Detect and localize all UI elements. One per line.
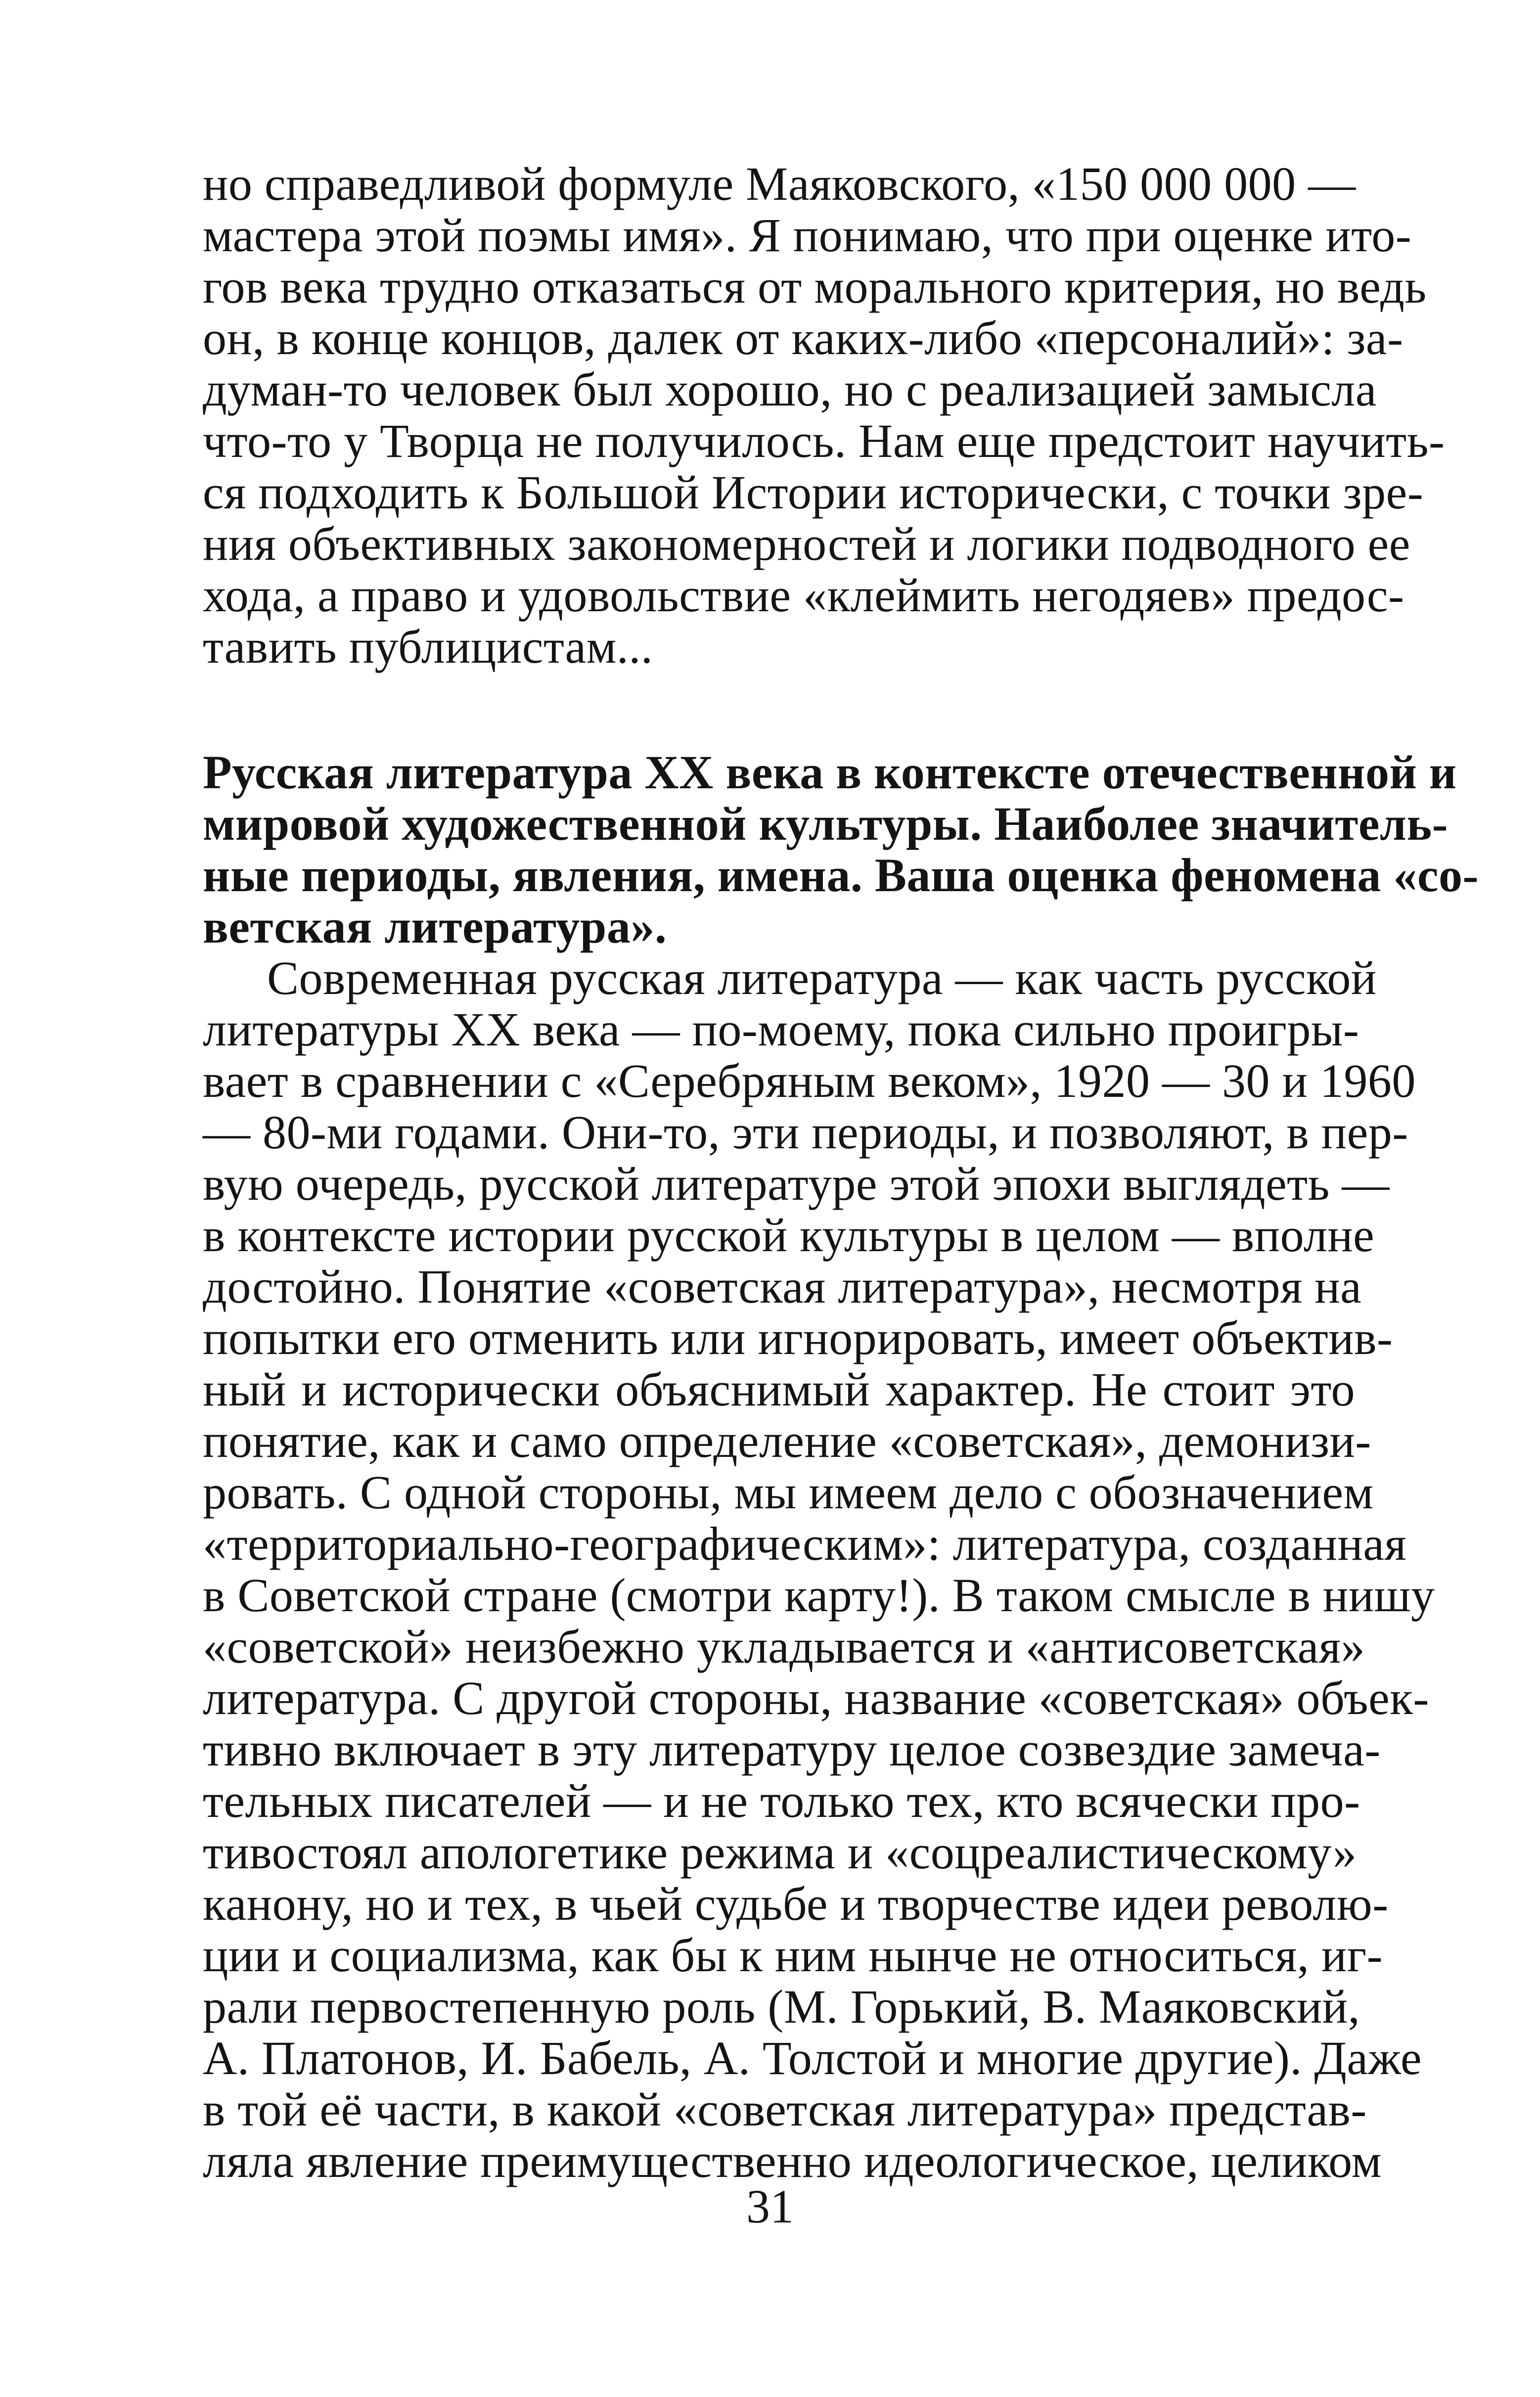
heading-line: Русская литература XX века в контексте отечественной и	[203, 746, 1457, 799]
text-line: в Советской стране (смотри карту!). В таком смысле в нишу	[203, 1569, 1435, 1622]
text-line: рали первостепенную роль (М. Горький, В. Маяковский,	[203, 1980, 1360, 2033]
text-line: хода, а право и удовольствие «клеймить негодяев» предос-	[203, 569, 1404, 622]
paragraph-main	[203, 951, 1435, 2187]
text-line: Современная русская литература — как часть русской	[267, 951, 1377, 1004]
text-line: в контексте истории русской культуры в целом — вполне	[203, 1209, 1375, 1262]
text-line: — 80-ми годами. Они-то, эти периоды, и позволяют, в пер-	[203, 1106, 1408, 1159]
book-page	[203, 157, 1479, 2187]
text-line: вую очередь, русской литературе этой эпохи выглядеть —	[203, 1157, 1390, 1210]
text-line: ции и социализма, как бы к ним нынче не относиться, иг-	[203, 1929, 1383, 1982]
text-line: он, в конце концов, далек от каких-либо «персоналий»: за-	[203, 312, 1404, 364]
text-line: мастера этой поэмы имя». Я понимаю, что при оценке ито-	[203, 209, 1412, 262]
text-line: ся подходить к Большой Истории исторически, с точки зре-	[203, 466, 1424, 519]
text-line: но справедливой формуле Маяковского, «150 000 000 —	[203, 157, 1356, 210]
section-heading	[203, 746, 1479, 953]
text-line: понятие, как и само определение «советская», демонизи-	[203, 1414, 1371, 1467]
text-line: что-то у Творца не получилось. Нам еще предстоит научить-	[203, 414, 1445, 467]
heading-line: ные периоды, явления, имена. Ваша оценка феномена «со-	[203, 849, 1479, 902]
text-line: А. Платонов, И. Бабель, А. Толстой и многие другие). Даже	[203, 2032, 1422, 2084]
text-line: тивно включает в эту литературу целое созвездие замеча-	[203, 1723, 1381, 1776]
text-line: ный и исторически объяснимый характер. Не стоит это	[203, 1363, 1355, 1416]
text-line: в той её части, в какой «советская литература» представ-	[203, 2083, 1367, 2136]
text-line: ния объективных закономерностей и логики подводного ее	[203, 517, 1410, 570]
text-line: «советской» неизбежно укладывается и «антисоветская»	[203, 1620, 1365, 1673]
heading-line: мировой художественной культуры. Наиболее значитель-	[203, 797, 1449, 850]
page-number: 31	[746, 2180, 794, 2233]
text-line: литературы XX века — по-моему, пока сильно проигры-	[203, 1003, 1359, 1056]
text-line: литература. С другой стороны, название «советская» объек-	[203, 1672, 1429, 1724]
text-line: думан-то человек был хорошо, но с реализацией замысла	[203, 363, 1377, 416]
text-line: гов века трудно отказаться от морального критерия, но ведь	[203, 260, 1427, 313]
section-gap	[203, 673, 1355, 747]
text-line: тельных писателей — и не только тех, кто всячески про-	[203, 1774, 1360, 1827]
text-line: попытки его отменить или игнорировать, имеет объектив-	[203, 1312, 1393, 1364]
text-line: тивостоял апологетике режима и «соцреалистическому»	[203, 1826, 1357, 1879]
text-line: ровать. С одной стороны, мы имеем дело с обозначением	[203, 1466, 1374, 1519]
text-line: ляла явление преимущественно идеологическое, целиком	[203, 2134, 1382, 2187]
text-line: канону, но и тех, в чьей судьбе и творчестве идеи револю-	[203, 1877, 1389, 1930]
heading-line: ветская литература».	[203, 900, 667, 953]
paragraph-top	[203, 157, 1445, 673]
text-line: тавить публицистам...	[203, 620, 653, 673]
text-line: вает в сравнении с «Серебряным веком», 1920 — 30 и 1960	[203, 1054, 1416, 1107]
text-line: достойно. Понятие «советская литература», несмотря на	[203, 1260, 1362, 1313]
text-line: «территориально-географическим»: литература, созданная	[203, 1517, 1407, 1570]
